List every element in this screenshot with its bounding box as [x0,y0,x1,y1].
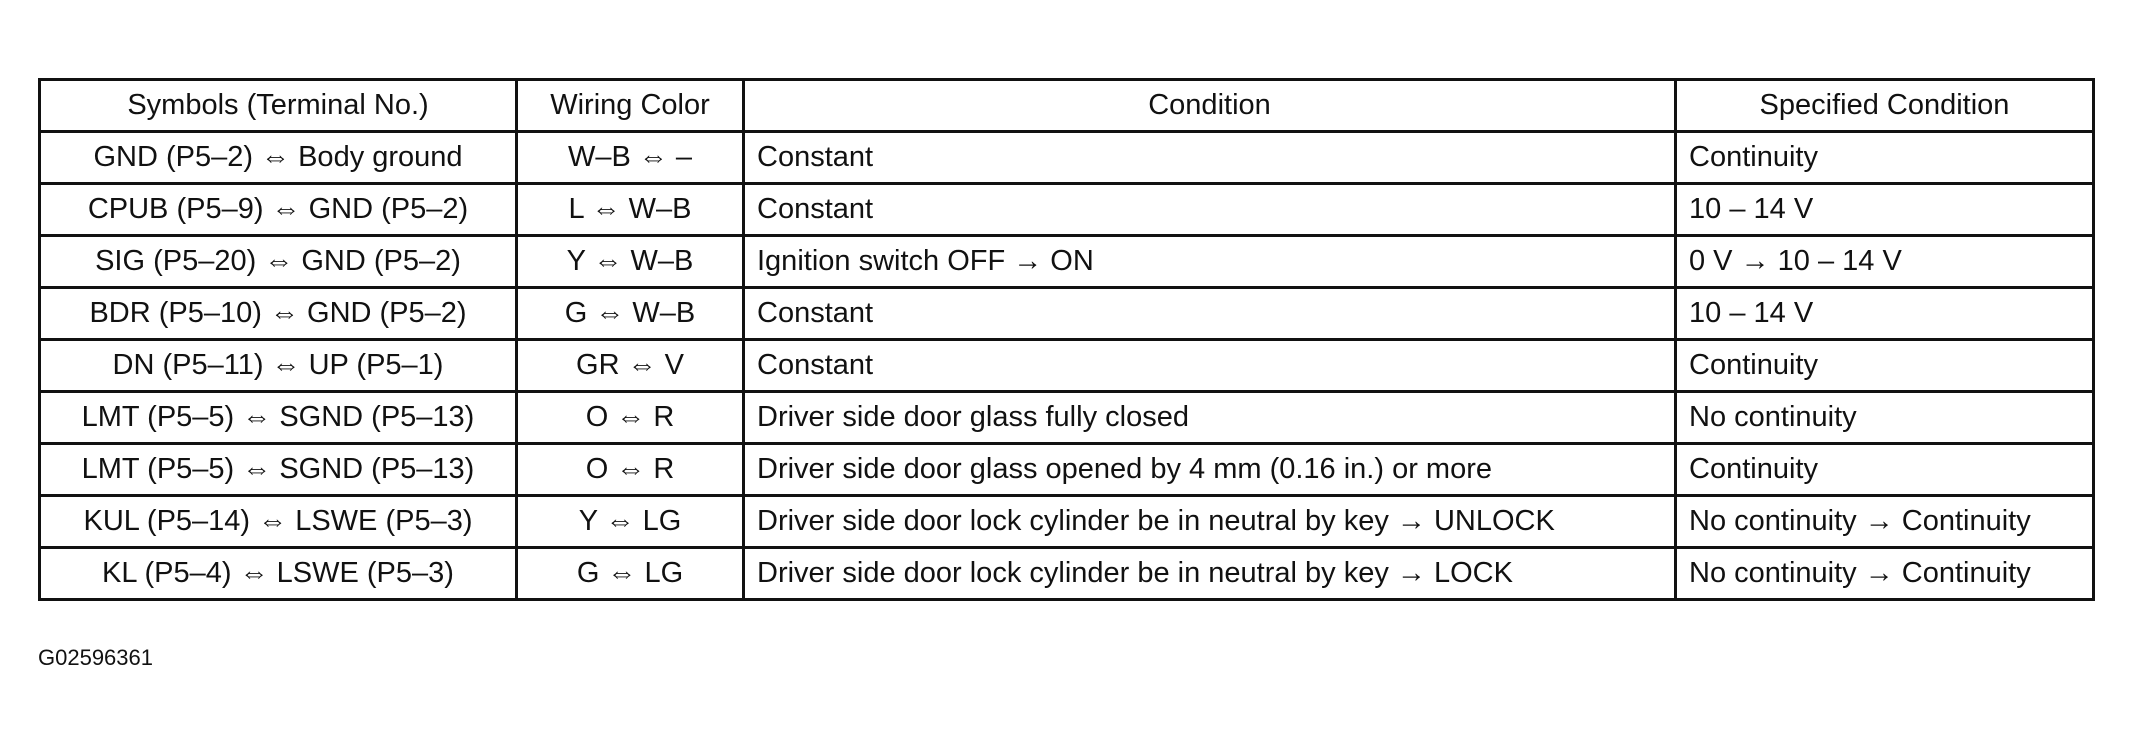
cell-wiring-color: G ⇔ W–B [517,288,744,340]
cell-condition: Ignition switch OFF → ON [744,236,1676,288]
cell-symbols: DN (P5–11) ⇔ UP (P5–1) [40,340,517,392]
table-row [40,444,2094,496]
header-row [40,80,2094,132]
cell-symbols: SIG (P5–20) ⇔ GND (P5–2) [40,236,517,288]
cell-wiring-color: O ⇔ R [517,392,744,444]
terminal-spec-table [38,78,2095,601]
cell-condition: Constant [744,132,1676,184]
cell-symbols: LMT (P5–5) ⇔ SGND (P5–13) [40,444,517,496]
cell-condition: Driver side door glass fully closed [744,392,1676,444]
cell-wiring-color: L ⇔ W–B [517,184,744,236]
cell-symbols: GND (P5–2) ⇔ Body ground [40,132,517,184]
table-row [40,392,2094,444]
cell-wiring-color: GR ⇔ V [517,340,744,392]
cell-wiring-color: G ⇔ LG [517,548,744,600]
spec-table-container [38,78,2095,601]
cell-symbols: KUL (P5–14) ⇔ LSWE (P5–3) [40,496,517,548]
cell-specified-condition: Continuity [1676,132,2094,184]
cell-wiring-color: Y ⇔ LG [517,496,744,548]
cell-condition: Constant [744,340,1676,392]
cell-specified-condition: 10 – 14 V [1676,288,2094,340]
cell-condition: Constant [744,288,1676,340]
header-symbols: Symbols (Terminal No.) [40,80,517,132]
table-row [40,132,2094,184]
cell-symbols: LMT (P5–5) ⇔ SGND (P5–13) [40,392,517,444]
cell-symbols: KL (P5–4) ⇔ LSWE (P5–3) [40,548,517,600]
table-row [40,184,2094,236]
cell-condition: Constant [744,184,1676,236]
header-condition: Condition [744,80,1676,132]
cell-condition: Driver side door lock cylinder be in neutral by key → UNLOCK [744,496,1676,548]
cell-condition: Driver side door glass opened by 4 mm (0.16 in.) or more [744,444,1676,496]
cell-specified-condition: 0 V → 10 – 14 V [1676,236,2094,288]
cell-specified-condition: No continuity → Continuity [1676,548,2094,600]
cell-specified-condition: No continuity → Continuity [1676,496,2094,548]
table-row [40,236,2094,288]
table-row [40,288,2094,340]
cell-wiring-color: W–B ⇔ – [517,132,744,184]
table-row [40,340,2094,392]
cell-condition: Driver side door lock cylinder be in neutral by key → LOCK [744,548,1676,600]
table-row [40,548,2094,600]
figure-id-label: G02596361 [38,645,153,670]
cell-specified-condition: No continuity [1676,392,2094,444]
cell-specified-condition: Continuity [1676,340,2094,392]
header-specified-condition: Specified Condition [1676,80,2094,132]
table-row [40,496,2094,548]
cell-specified-condition: 10 – 14 V [1676,184,2094,236]
header-wiring-color: Wiring Color [517,80,744,132]
cell-symbols: BDR (P5–10) ⇔ GND (P5–2) [40,288,517,340]
cell-symbols: CPUB (P5–9) ⇔ GND (P5–2) [40,184,517,236]
cell-wiring-color: Y ⇔ W–B [517,236,744,288]
cell-wiring-color: O ⇔ R [517,444,744,496]
cell-specified-condition: Continuity [1676,444,2094,496]
